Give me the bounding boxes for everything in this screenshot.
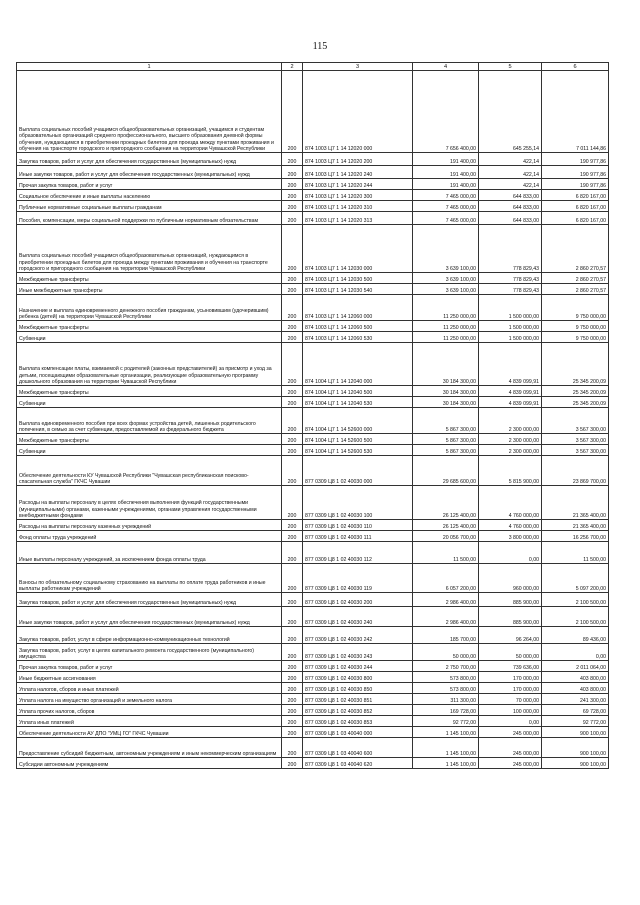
row-name-cell: Выплата социальных пособий учащимся общеобразовательных организаций, нуждающимся в приобретении проездных билетов для проезда между пунктами проживания и обучения на транспорте городского и пригородного сообщения на территории Чувашской Республики	[17, 225, 282, 273]
row-executed-cell: 885 900,00	[479, 593, 542, 607]
table-row	[17, 179, 609, 190]
row-name-cell: Субвенции	[17, 397, 282, 408]
row-remainder-cell: 2 860 270,57	[542, 284, 609, 295]
row-grbs-cell: 200	[282, 486, 303, 520]
row-code-cell: 877 0309 Ц8 1 02 40030 200	[303, 593, 413, 607]
row-name-cell: Предоставление субсидий бюджетным, автономным учреждениям и иным некоммерческим организациям	[17, 738, 282, 758]
row-approved-cell: 26 125 400,00	[413, 520, 479, 531]
row-grbs-cell: 200	[282, 520, 303, 531]
row-grbs-cell: 200	[282, 627, 303, 644]
table-row	[17, 386, 609, 397]
row-code-cell: 877 0309 Ц8 1 02 40030 100	[303, 486, 413, 520]
row-remainder-cell: 9 750 000,00	[542, 321, 609, 332]
row-grbs-cell: 200	[282, 408, 303, 434]
row-name-cell: Иные выплаты персоналу учреждений, за исключением фонда оплаты труда	[17, 542, 282, 564]
row-code-cell: 874 1003 Ц7 1 14 12020 244	[303, 179, 413, 190]
row-approved-cell: 1 145 100,00	[413, 727, 479, 738]
table-row	[17, 201, 609, 212]
table-row	[17, 408, 609, 434]
row-approved-cell: 3 639 100,00	[413, 284, 479, 295]
row-code-cell: 877 0309 Ц8 1 02 40030 119	[303, 564, 413, 593]
row-remainder-cell: 16 256 700,00	[542, 531, 609, 542]
row-grbs-cell: 200	[282, 225, 303, 273]
row-name-cell: Назначение и выплата единовременного денежного пособия гражданам, усыновившим (удочерившим) ребенка (детей) на территории Чувашской Республики	[17, 295, 282, 321]
row-executed-cell: 778 829,43	[479, 273, 542, 284]
row-grbs-cell: 200	[282, 201, 303, 212]
row-executed-cell: 644 833,00	[479, 201, 542, 212]
row-approved-cell: 573 800,00	[413, 683, 479, 694]
row-executed-cell: 4 839 099,91	[479, 397, 542, 408]
row-name-cell: Прочая закупка товаров, работ и услуг	[17, 179, 282, 190]
row-remainder-cell: 900 100,00	[542, 727, 609, 738]
row-remainder-cell: 92 772,00	[542, 716, 609, 727]
row-name-cell: Закупка товаров, работ и услуг для обеспечения государственных (муниципальных) нужд	[17, 153, 282, 166]
column-header: 6	[542, 63, 609, 71]
row-remainder-cell: 23 869 700,00	[542, 456, 609, 486]
row-remainder-cell: 7 011 144,86	[542, 71, 609, 153]
row-executed-cell: 778 829,43	[479, 284, 542, 295]
row-code-cell: 877 0309 Ц8 1 03 40040 600	[303, 738, 413, 758]
row-grbs-cell: 200	[282, 683, 303, 694]
column-header: 1	[17, 63, 282, 71]
row-code-cell: 874 1004 Ц7 1 14 12040 530	[303, 397, 413, 408]
row-remainder-cell: 21 365 400,00	[542, 520, 609, 531]
row-approved-cell: 2 750 700,00	[413, 661, 479, 672]
row-grbs-cell: 200	[282, 531, 303, 542]
row-approved-cell: 7 465 000,00	[413, 212, 479, 225]
row-remainder-cell: 2 100 500,00	[542, 607, 609, 627]
row-executed-cell: 245 000,00	[479, 727, 542, 738]
row-executed-cell: 885 900,00	[479, 607, 542, 627]
row-code-cell: 874 1004 Ц7 1 14 12040 500	[303, 386, 413, 397]
row-approved-cell: 3 639 100,00	[413, 273, 479, 284]
row-approved-cell: 191 400,00	[413, 166, 479, 179]
row-approved-cell: 11 250 000,00	[413, 332, 479, 343]
row-grbs-cell: 200	[282, 343, 303, 386]
table-row	[17, 190, 609, 201]
row-executed-cell: 4 839 099,91	[479, 386, 542, 397]
row-approved-cell: 5 867 300,00	[413, 434, 479, 445]
row-grbs-cell: 200	[282, 542, 303, 564]
row-remainder-cell: 21 365 400,00	[542, 486, 609, 520]
row-approved-cell: 30 184 300,00	[413, 397, 479, 408]
row-executed-cell: 245 000,00	[479, 738, 542, 758]
table-row	[17, 397, 609, 408]
row-remainder-cell: 190 977,86	[542, 153, 609, 166]
row-executed-cell: 1 500 000,00	[479, 295, 542, 321]
budget-table	[16, 62, 609, 769]
table-row	[17, 321, 609, 332]
table-row	[17, 683, 609, 694]
row-remainder-cell: 2 011 064,00	[542, 661, 609, 672]
row-executed-cell: 645 255,14	[479, 71, 542, 153]
row-code-cell: 877 0309 Ц8 1 02 40030 244	[303, 661, 413, 672]
row-remainder-cell: 403 800,00	[542, 672, 609, 683]
row-grbs-cell: 200	[282, 321, 303, 332]
row-approved-cell: 185 700,00	[413, 627, 479, 644]
row-executed-cell: 1 500 000,00	[479, 332, 542, 343]
table-row	[17, 445, 609, 456]
row-grbs-cell: 200	[282, 727, 303, 738]
row-approved-cell: 92 772,00	[413, 716, 479, 727]
row-grbs-cell: 200	[282, 564, 303, 593]
column-header: 4	[413, 63, 479, 71]
row-code-cell: 874 1003 Ц7 1 14 12030 500	[303, 273, 413, 284]
row-grbs-cell: 200	[282, 386, 303, 397]
row-grbs-cell: 200	[282, 661, 303, 672]
row-approved-cell: 26 125 400,00	[413, 486, 479, 520]
row-grbs-cell: 200	[282, 705, 303, 716]
row-name-cell: Взносы по обязательному социальному страхованию на выплаты по оплате труда работников и иные выплаты работникам учреждений	[17, 564, 282, 593]
row-code-cell: 877 0309 Ц8 1 02 40030 851	[303, 694, 413, 705]
row-name-cell: Расходы на выплаты персоналу казенных учреждений	[17, 520, 282, 531]
row-name-cell: Закупка товаров, работ, услуг в сфере информационно-коммуникационных технологий	[17, 627, 282, 644]
row-code-cell: 877 0309 Ц8 1 02 40030 800	[303, 672, 413, 683]
row-remainder-cell: 403 800,00	[542, 683, 609, 694]
row-code-cell: 877 0309 Ц8 1 02 40030 000	[303, 456, 413, 486]
row-grbs-cell: 200	[282, 153, 303, 166]
row-code-cell: 877 0309 Ц8 1 02 40030 852	[303, 705, 413, 716]
table-header-row	[17, 63, 609, 71]
row-executed-cell: 70 000,00	[479, 694, 542, 705]
row-grbs-cell: 200	[282, 607, 303, 627]
row-name-cell: Обеспечение деятельности КУ Чувашской Республики "Чувашская республиканская поисково-спасательная служба" ГКЧС Чувашии	[17, 456, 282, 486]
table-row	[17, 295, 609, 321]
table-row	[17, 727, 609, 738]
row-grbs-cell: 200	[282, 738, 303, 758]
row-code-cell: 877 0309 Ц8 1 02 40030 850	[303, 683, 413, 694]
row-remainder-cell: 9 750 000,00	[542, 295, 609, 321]
row-remainder-cell: 900 100,00	[542, 738, 609, 758]
row-code-cell: 877 0309 Ц8 1 02 40030 112	[303, 542, 413, 564]
row-executed-cell: 644 833,00	[479, 190, 542, 201]
row-approved-cell: 6 057 200,00	[413, 564, 479, 593]
row-executed-cell: 4 760 000,00	[479, 486, 542, 520]
table-row	[17, 166, 609, 179]
row-remainder-cell: 25 345 200,09	[542, 397, 609, 408]
row-remainder-cell: 6 820 167,00	[542, 212, 609, 225]
table-row	[17, 71, 609, 153]
row-grbs-cell: 200	[282, 694, 303, 705]
row-remainder-cell: 11 500,00	[542, 542, 609, 564]
row-name-cell: Иные бюджетные ассигнования	[17, 672, 282, 683]
row-name-cell: Расходы на выплаты персоналу в целях обеспечения выполнения функций государственными (муниципальными) органами, казенными учреждениями, органами управления государственными внебюджетными фондами	[17, 486, 282, 520]
row-grbs-cell: 200	[282, 593, 303, 607]
table-row	[17, 343, 609, 386]
row-code-cell: 874 1003 Ц7 1 14 12020 310	[303, 201, 413, 212]
table-row	[17, 705, 609, 716]
row-approved-cell: 11 250 000,00	[413, 295, 479, 321]
table-row	[17, 644, 609, 661]
row-grbs-cell: 200	[282, 397, 303, 408]
row-grbs-cell: 200	[282, 284, 303, 295]
row-name-cell: Уплата налога на имущество организаций и земельного налога	[17, 694, 282, 705]
row-approved-cell: 30 184 300,00	[413, 386, 479, 397]
row-name-cell: Закупка товаров, работ, услуг в целях капитального ремонта государственного (муниципального) имущества	[17, 644, 282, 661]
row-name-cell: Иные закупки товаров, работ и услуг для обеспечения государственных (муниципальных) нужд	[17, 166, 282, 179]
table-row	[17, 456, 609, 486]
table-row	[17, 153, 609, 166]
row-grbs-cell: 200	[282, 456, 303, 486]
row-remainder-cell: 3 567 300,00	[542, 408, 609, 434]
row-approved-cell: 7 465 000,00	[413, 201, 479, 212]
row-grbs-cell: 200	[282, 434, 303, 445]
row-approved-cell: 20 056 700,00	[413, 531, 479, 542]
row-executed-cell: 170 000,00	[479, 672, 542, 683]
row-code-cell: 874 1003 Ц7 1 14 12020 000	[303, 71, 413, 153]
row-code-cell: 874 1003 Ц7 1 14 12060 500	[303, 321, 413, 332]
column-header: 2	[282, 63, 303, 71]
row-name-cell: Социальное обеспечение и иные выплаты населению	[17, 190, 282, 201]
row-name-cell: Обеспечение деятельности АУ ДПО "УМЦ ГО" ГКЧС Чувашии	[17, 727, 282, 738]
row-executed-cell: 644 833,00	[479, 212, 542, 225]
row-approved-cell: 1 145 100,00	[413, 758, 479, 769]
row-name-cell: Публичные нормативные социальные выплаты гражданам	[17, 201, 282, 212]
row-grbs-cell: 200	[282, 758, 303, 769]
row-executed-cell: 2 300 000,00	[479, 434, 542, 445]
table-row	[17, 531, 609, 542]
row-remainder-cell: 190 977,86	[542, 179, 609, 190]
table-row	[17, 542, 609, 564]
row-executed-cell: 4 760 000,00	[479, 520, 542, 531]
row-code-cell: 874 1004 Ц7 1 14 52600 500	[303, 434, 413, 445]
row-remainder-cell: 25 345 200,09	[542, 343, 609, 386]
row-code-cell: 874 1003 Ц7 1 14 12020 240	[303, 166, 413, 179]
row-name-cell: Выплата компенсации платы, взимаемой с родителей (законных представителей) за присмотр и уход за детьми, посещающими образовательные организации, реализующие образовательную программу дошкольного образования на территории Чувашской Республики	[17, 343, 282, 386]
row-remainder-cell: 2 860 270,57	[542, 225, 609, 273]
row-approved-cell: 169 728,00	[413, 705, 479, 716]
row-approved-cell: 311 300,00	[413, 694, 479, 705]
row-approved-cell: 191 400,00	[413, 179, 479, 190]
row-name-cell: Субвенции	[17, 445, 282, 456]
row-executed-cell: 3 800 000,00	[479, 531, 542, 542]
row-approved-cell: 3 639 100,00	[413, 225, 479, 273]
row-name-cell: Уплата налогов, сборов и иных платежей	[17, 683, 282, 694]
row-approved-cell: 191 400,00	[413, 153, 479, 166]
row-remainder-cell: 900 100,00	[542, 758, 609, 769]
row-executed-cell: 170 000,00	[479, 683, 542, 694]
table-row	[17, 225, 609, 273]
row-remainder-cell: 6 820 167,00	[542, 201, 609, 212]
row-executed-cell: 96 264,00	[479, 627, 542, 644]
row-executed-cell: 0,00	[479, 716, 542, 727]
row-executed-cell: 960 000,00	[479, 564, 542, 593]
row-remainder-cell: 5 097 200,00	[542, 564, 609, 593]
table-row	[17, 593, 609, 607]
row-name-cell: Фонд оплаты труда учреждений	[17, 531, 282, 542]
row-executed-cell: 100 000,00	[479, 705, 542, 716]
row-executed-cell: 2 300 000,00	[479, 445, 542, 456]
row-code-cell: 877 0309 Ц8 1 02 40030 110	[303, 520, 413, 531]
row-executed-cell: 245 000,00	[479, 758, 542, 769]
row-approved-cell: 7 465 000,00	[413, 190, 479, 201]
row-executed-cell: 0,00	[479, 542, 542, 564]
row-approved-cell: 1 145 100,00	[413, 738, 479, 758]
row-grbs-cell: 200	[282, 332, 303, 343]
row-approved-cell: 5 867 300,00	[413, 408, 479, 434]
table-row	[17, 738, 609, 758]
row-remainder-cell: 3 567 300,00	[542, 434, 609, 445]
table-row	[17, 520, 609, 531]
row-remainder-cell: 241 300,00	[542, 694, 609, 705]
row-code-cell: 877 0309 Ц8 1 02 40030 240	[303, 607, 413, 627]
row-approved-cell: 30 184 300,00	[413, 343, 479, 386]
row-grbs-cell: 200	[282, 644, 303, 661]
row-approved-cell: 7 656 400,00	[413, 71, 479, 153]
row-code-cell: 877 0309 Ц8 1 02 40030 242	[303, 627, 413, 644]
row-grbs-cell: 200	[282, 212, 303, 225]
row-name-cell: Иные межбюджетные трансферты	[17, 284, 282, 295]
table-row	[17, 627, 609, 644]
row-remainder-cell: 2 100 500,00	[542, 593, 609, 607]
row-grbs-cell: 200	[282, 190, 303, 201]
row-code-cell: 874 1003 Ц7 1 14 12030 540	[303, 284, 413, 295]
table-row	[17, 758, 609, 769]
table-row	[17, 672, 609, 683]
page-number: 115	[312, 41, 328, 52]
row-approved-cell: 573 800,00	[413, 672, 479, 683]
row-executed-cell: 2 300 000,00	[479, 408, 542, 434]
table-row	[17, 564, 609, 593]
row-name-cell: Прочая закупка товаров, работ и услуг	[17, 661, 282, 672]
row-executed-cell: 50 000,00	[479, 644, 542, 661]
table-row	[17, 212, 609, 225]
row-code-cell: 874 1003 Ц7 1 14 12020 200	[303, 153, 413, 166]
table-row	[17, 332, 609, 343]
row-name-cell: Субвенции	[17, 332, 282, 343]
row-name-cell: Уплата иных платежей	[17, 716, 282, 727]
row-remainder-cell: 2 860 270,57	[542, 273, 609, 284]
row-name-cell: Межбюджетные трансферты	[17, 273, 282, 284]
row-name-cell: Межбюджетные трансферты	[17, 386, 282, 397]
row-code-cell: 874 1003 Ц7 1 14 12030 000	[303, 225, 413, 273]
row-name-cell: Закупка товаров, работ и услуг для обеспечения государственных (муниципальных) нужд	[17, 593, 282, 607]
row-name-cell: Пособия, компенсации, меры социальной поддержки по публичным нормативным обязательствам	[17, 212, 282, 225]
row-code-cell: 874 1003 Ц7 1 14 12020 313	[303, 212, 413, 225]
table-row	[17, 694, 609, 705]
row-grbs-cell: 200	[282, 716, 303, 727]
row-grbs-cell: 200	[282, 295, 303, 321]
row-code-cell: 874 1004 Ц7 1 14 52600 530	[303, 445, 413, 456]
row-code-cell: 874 1003 Ц7 1 14 12060 000	[303, 295, 413, 321]
table-row	[17, 434, 609, 445]
row-code-cell: 877 0309 Ц8 1 02 40030 243	[303, 644, 413, 661]
table-row	[17, 716, 609, 727]
row-executed-cell: 5 815 900,00	[479, 456, 542, 486]
row-code-cell: 877 0309 Ц8 1 02 40030 853	[303, 716, 413, 727]
column-header: 3	[303, 63, 413, 71]
row-executed-cell: 422,14	[479, 179, 542, 190]
row-grbs-cell: 200	[282, 273, 303, 284]
row-code-cell: 877 0309 Ц8 1 03 40040 000	[303, 727, 413, 738]
row-remainder-cell: 0,00	[542, 644, 609, 661]
row-remainder-cell: 6 820 167,00	[542, 190, 609, 201]
row-code-cell: 874 1004 Ц7 1 14 52600 000	[303, 408, 413, 434]
row-approved-cell: 50 000,00	[413, 644, 479, 661]
column-header: 5	[479, 63, 542, 71]
row-remainder-cell: 190 977,86	[542, 166, 609, 179]
table-row	[17, 284, 609, 295]
row-remainder-cell: 69 728,00	[542, 705, 609, 716]
row-name-cell: Иные закупки товаров, работ и услуг для обеспечения государственных (муниципальных) нужд	[17, 607, 282, 627]
row-name-cell: Субсидии автономным учреждениям	[17, 758, 282, 769]
row-approved-cell: 11 500,00	[413, 542, 479, 564]
row-grbs-cell: 200	[282, 672, 303, 683]
row-remainder-cell: 25 345 200,09	[542, 386, 609, 397]
row-approved-cell: 2 986 400,00	[413, 593, 479, 607]
table-row	[17, 607, 609, 627]
row-executed-cell: 422,14	[479, 153, 542, 166]
row-approved-cell: 29 685 600,00	[413, 456, 479, 486]
row-remainder-cell: 3 567 300,00	[542, 445, 609, 456]
row-approved-cell: 11 250 000,00	[413, 321, 479, 332]
table-row	[17, 273, 609, 284]
row-executed-cell: 1 500 000,00	[479, 321, 542, 332]
table-row	[17, 486, 609, 520]
row-name-cell: Межбюджетные трансферты	[17, 321, 282, 332]
row-executed-cell: 422,14	[479, 166, 542, 179]
table-row	[17, 661, 609, 672]
row-grbs-cell: 200	[282, 166, 303, 179]
row-remainder-cell: 89 436,00	[542, 627, 609, 644]
row-approved-cell: 5 867 300,00	[413, 445, 479, 456]
row-code-cell: 874 1003 Ц7 1 14 12020 300	[303, 190, 413, 201]
row-remainder-cell: 9 750 000,00	[542, 332, 609, 343]
row-executed-cell: 4 839 099,91	[479, 343, 542, 386]
row-grbs-cell: 200	[282, 445, 303, 456]
row-code-cell: 877 0309 Ц8 1 02 40030 111	[303, 531, 413, 542]
row-code-cell: 874 1003 Ц7 1 14 12060 530	[303, 332, 413, 343]
row-grbs-cell: 200	[282, 179, 303, 190]
row-name-cell: Межбюджетные трансферты	[17, 434, 282, 445]
row-executed-cell: 778 829,43	[479, 225, 542, 273]
row-approved-cell: 2 986 400,00	[413, 607, 479, 627]
row-code-cell: 874 1004 Ц7 1 14 12040 000	[303, 343, 413, 386]
row-executed-cell: 739 636,00	[479, 661, 542, 672]
row-code-cell: 877 0309 Ц8 1 03 40040 620	[303, 758, 413, 769]
row-grbs-cell: 200	[282, 71, 303, 153]
row-name-cell: Выплата единовременного пособия при всех формах устройства детей, лишенных родительского попечения, в семью за счет субвенции, предоставляемой из федерального бюджета	[17, 408, 282, 434]
row-name-cell: Выплата социальных пособий учащимся общеобразовательных организаций, учащимся и студентам образовательных организаций среднего профессионального, высшего образования дневной формы обучения, нуждающимся в приобретении проездных билетов для проезда между пунктами проживания и обучения на транспорте городского и пригородного сообщения на территории Чувашской Республики	[17, 71, 282, 153]
row-name-cell: Уплата прочих налогов, сборов	[17, 705, 282, 716]
